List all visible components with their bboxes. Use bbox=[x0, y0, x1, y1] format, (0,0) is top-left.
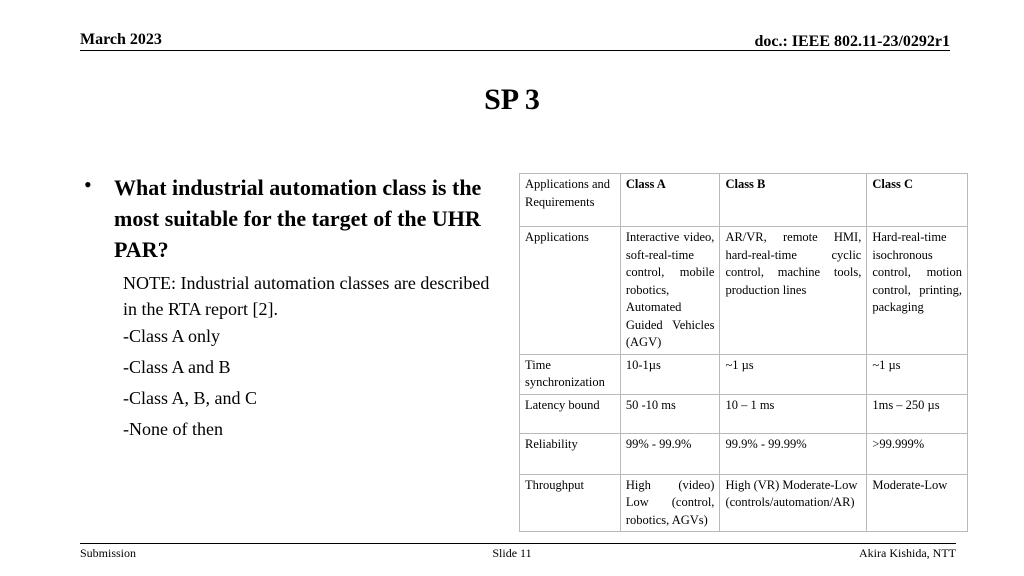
table-header-cell: Class A bbox=[620, 174, 720, 227]
table-cell: Moderate-Low bbox=[867, 474, 968, 532]
table-row-label: Latency bound bbox=[520, 394, 621, 433]
table-row-label: Reliability bbox=[520, 433, 621, 474]
table-header-cell: Class C bbox=[867, 174, 968, 227]
table-cell: ~1 µs bbox=[720, 354, 867, 394]
table-cell: High (VR) Moderate-Low (controls/automation/AR) bbox=[720, 474, 867, 532]
table-row bbox=[520, 474, 968, 532]
table-row bbox=[520, 227, 968, 355]
table-cell: 99% - 99.9% bbox=[620, 433, 720, 474]
table-row-label: Throughput bbox=[520, 474, 621, 532]
table-header-cell: Class B bbox=[720, 174, 867, 227]
table-header-cell: Applications and Requirements bbox=[520, 174, 621, 227]
table-cell: High (video) Low (control, robotics, AGVs) bbox=[620, 474, 720, 532]
bullet-question: What industrial automation class is the most suitable for the target of the UHR PAR? bbox=[114, 175, 482, 262]
footer-divider bbox=[80, 543, 956, 544]
slide-title: SP 3 bbox=[484, 83, 540, 116]
option-item: -Class A and B bbox=[123, 357, 231, 377]
class-requirements-table bbox=[519, 173, 968, 532]
option-item: -Class A, B, and C bbox=[123, 388, 258, 408]
table-cell: >99.999% bbox=[867, 433, 968, 474]
table-cell: 50 -10 ms bbox=[620, 394, 720, 433]
table-cell: AR/VR, remote HMI, hard-real-time cyclic control, machine tools, production lines bbox=[720, 227, 867, 355]
header-divider bbox=[80, 50, 950, 51]
header-doc-id: doc.: IEEE 802.11-23/0292r1 bbox=[754, 33, 950, 50]
table-cell: 1ms – 250 µs bbox=[867, 394, 968, 433]
table-row bbox=[520, 354, 968, 394]
table-cell: Interactive video, soft-real-time control, mobile robotics, Automated Guided Vehicles (AGV) bbox=[620, 227, 720, 355]
footer-submission: Submission bbox=[80, 546, 137, 560]
table-cell: ~1 µs bbox=[867, 354, 968, 394]
footer-author: Akira Kishida, NTT bbox=[859, 546, 956, 560]
table-header-row bbox=[520, 174, 968, 227]
table-cell: 10-1µs bbox=[620, 354, 720, 394]
table-cell: Hard-real-time isochronous control, motion control, printing, packaging bbox=[867, 227, 968, 355]
option-item: -None of then bbox=[123, 419, 223, 439]
bullet-marker: • bbox=[84, 172, 92, 197]
option-item: -Class A only bbox=[123, 326, 221, 346]
header-date: March 2023 bbox=[80, 31, 162, 48]
table-row bbox=[520, 394, 968, 433]
table-row bbox=[520, 433, 968, 474]
table-row-label: Time synchronization bbox=[520, 354, 621, 394]
table-cell: 10 – 1 ms bbox=[720, 394, 867, 433]
bullet-note: NOTE: Industrial automation classes are described in the RTA report [2]. bbox=[123, 273, 490, 319]
table-row-label: Applications bbox=[520, 227, 621, 355]
footer-slide-number: Slide 11 bbox=[492, 546, 532, 560]
table-cell: 99.9% - 99.99% bbox=[720, 433, 867, 474]
